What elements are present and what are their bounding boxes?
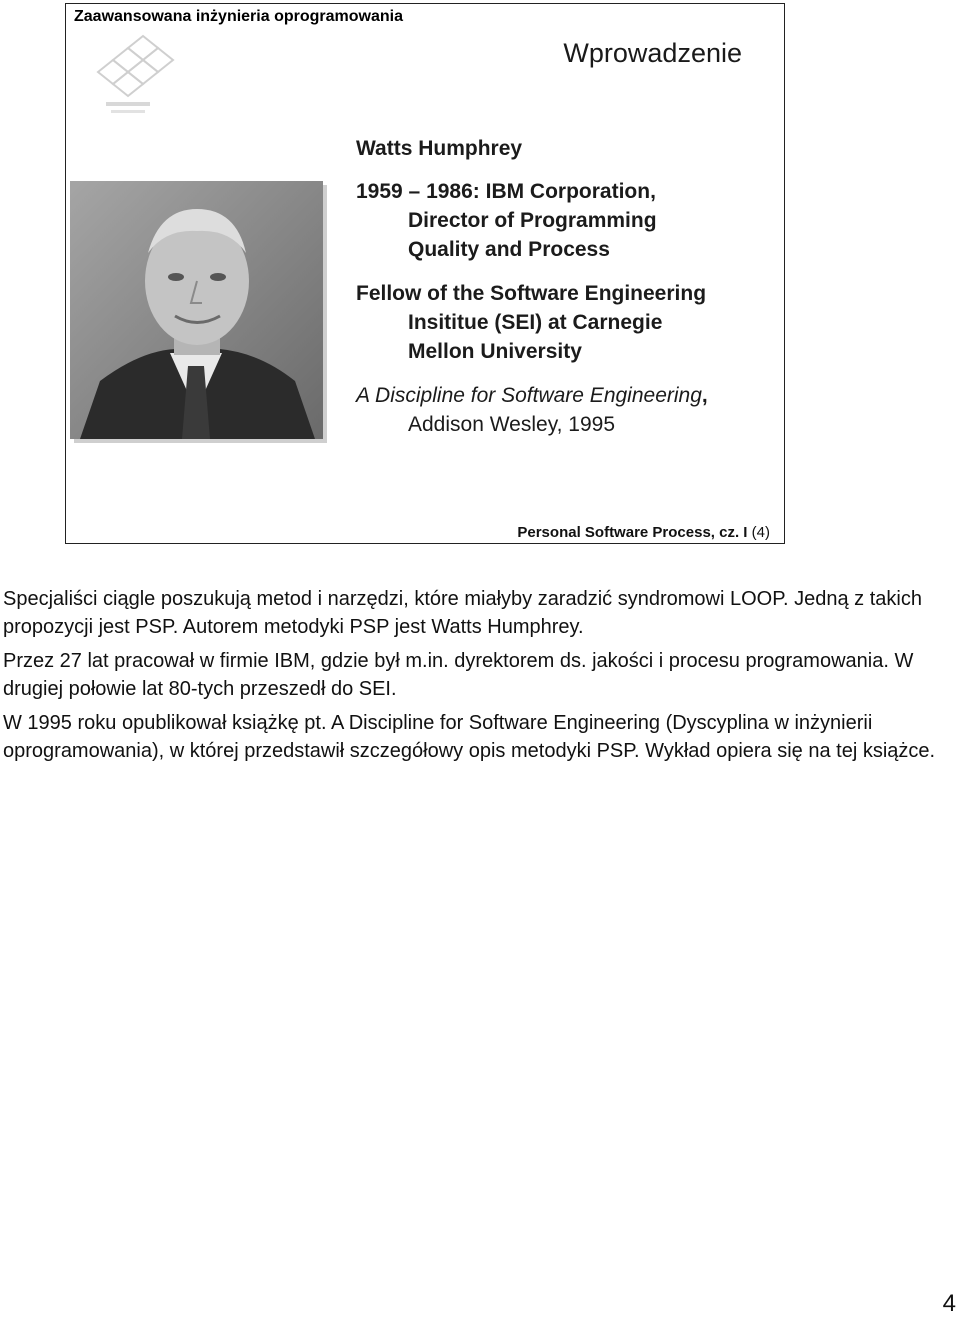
page-number: 4	[942, 1290, 956, 1317]
footer-label: Personal Software Process, cz. I	[517, 524, 748, 541]
career-ibm-line-3: Quality and Process	[408, 238, 610, 261]
career-sei-line-1: Fellow of the Software Engineering	[356, 282, 707, 305]
notes-paragraph: W 1995 roku opublikował książkę pt. A Discipline for Software Engineering (Dyscyplina w inżynierii oprogramowania), w której przedstawił szczegółowy opis metodyki PSP. Wykład opiera się na tej książce.	[3, 712, 936, 762]
book-publisher: Addison Wesley, 1995	[408, 413, 616, 436]
slide-footer	[517, 524, 770, 541]
career-ibm	[356, 177, 776, 264]
career-ibm-line-2: Director of Programming	[408, 209, 657, 232]
footer-slide-number: (4)	[751, 524, 770, 541]
person-name: Watts Humphrey	[356, 137, 523, 160]
slide-content	[356, 134, 776, 454]
portrait-photo	[70, 181, 323, 439]
book-reference	[356, 381, 776, 439]
university-logo-icon	[78, 32, 178, 122]
book-comma: ,	[701, 384, 708, 407]
book-title: A Discipline for Software Engineering	[356, 384, 702, 407]
notes-paragraph: Przez 27 lat pracował w firmie IBM, gdzie był m.in. dyrektorem ds. jakości i procesu programowania. W drugiej połowie lat 80-tych przeszedł do SEI.	[3, 650, 914, 700]
course-title: Zaawansowana inżynieria oprogramowania	[74, 8, 403, 25]
career-ibm-line-1: 1959 – 1986: IBM Corporation,	[356, 180, 656, 203]
career-sei-line-3: Mellon University	[408, 340, 582, 363]
career-sei-line-2: Insititue (SEI) at Carnegie	[408, 311, 663, 334]
slide-title: Wprowadzenie	[563, 38, 742, 68]
career-sei	[356, 279, 776, 366]
notes-paragraph: Specjaliści ciągle poszukują metod i narzędzi, które miałyby zaradzić syndromowi LOOP. Jedną z takich propozycji jest PSP. Autorem metodyki PSP jest Watts Humphrey.	[3, 588, 922, 638]
notes-text	[3, 585, 943, 771]
slide-frame	[65, 3, 785, 544]
